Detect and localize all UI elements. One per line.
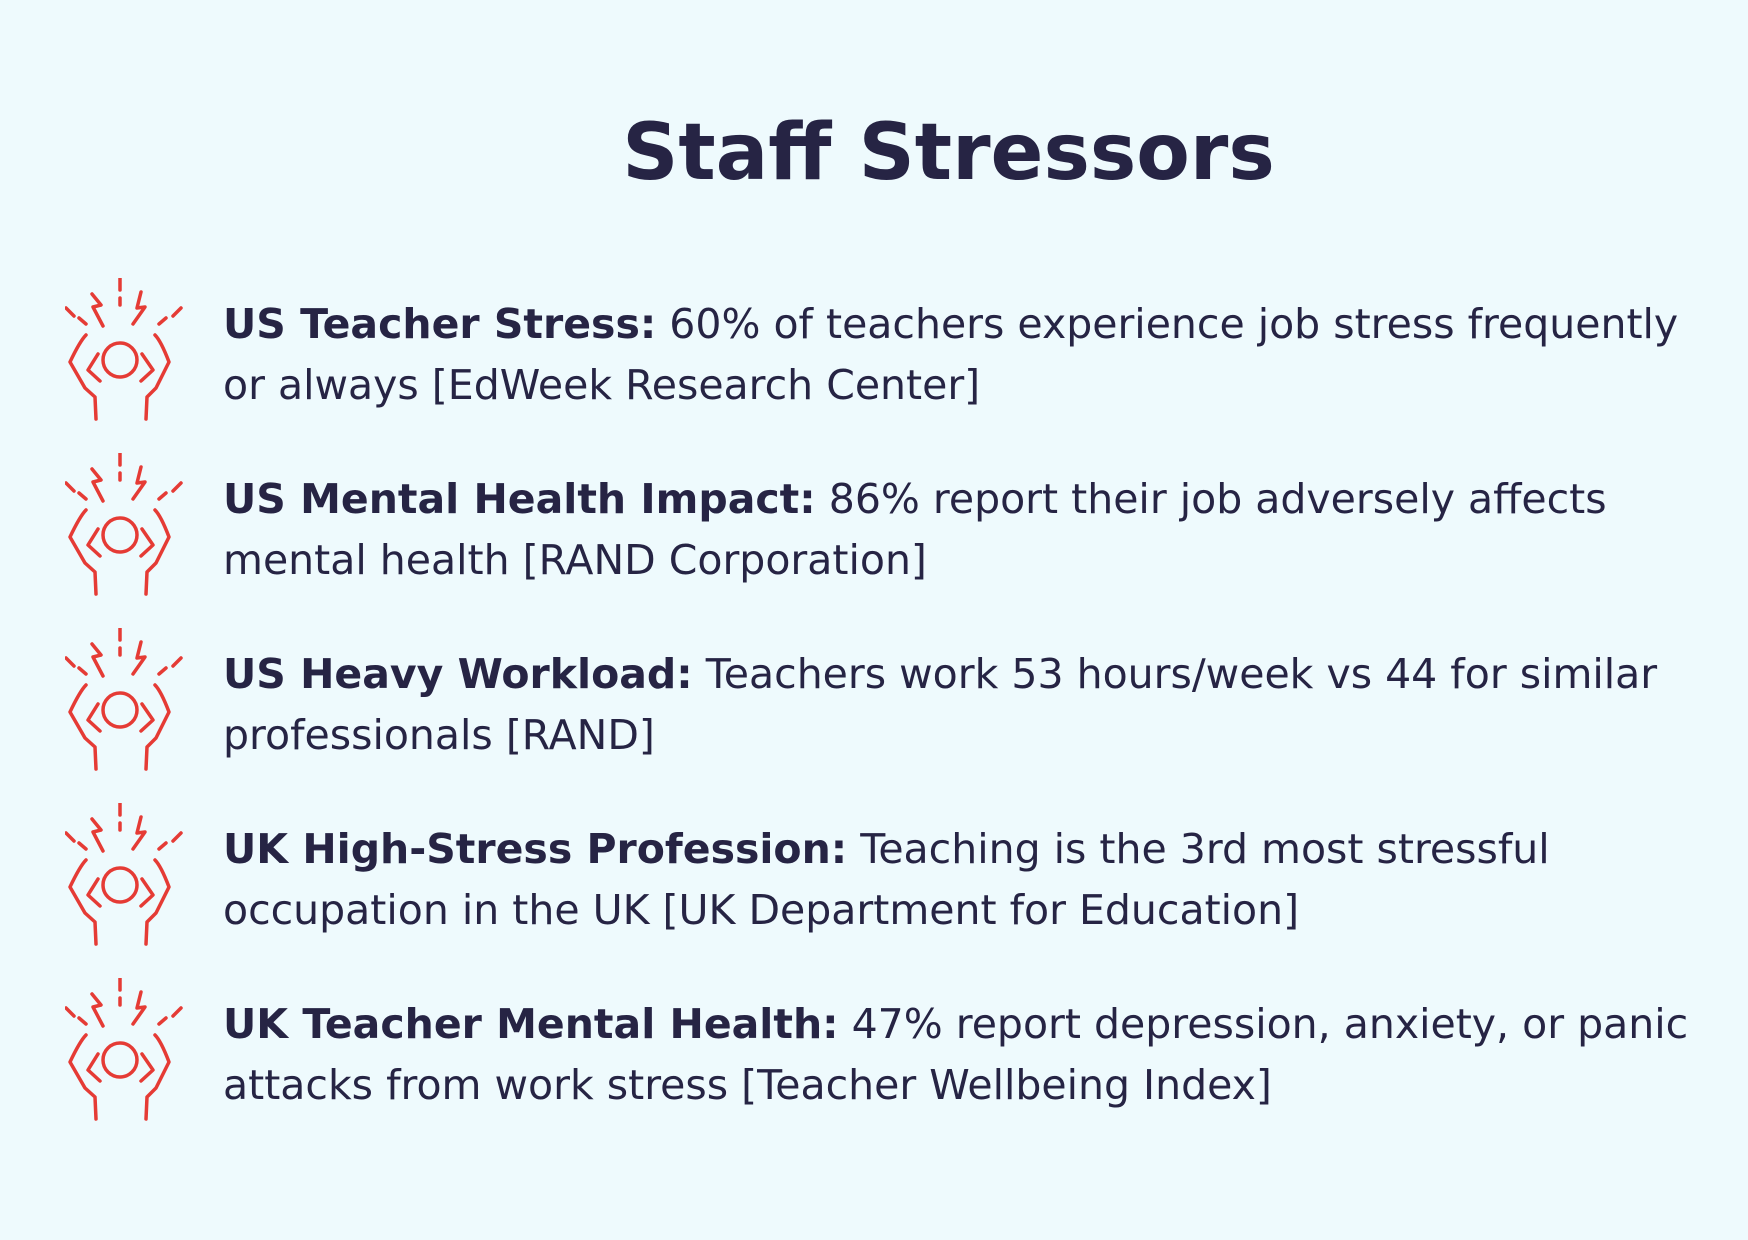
stressed-person-icon [65, 278, 197, 423]
stressor-item-uk-teacher-mental-health [65, 978, 1705, 1153]
stressor-item-us-teacher-stress [65, 278, 1705, 453]
stressor-list [65, 278, 1705, 1153]
stressor-text [223, 819, 1713, 941]
stressor-label: UK Teacher Mental Health: [223, 1000, 839, 1048]
page-title: Staff Stressors [622, 108, 1275, 198]
stressor-label: US Mental Health Impact: [223, 475, 816, 523]
stressor-item-us-mental-health-impact [65, 453, 1705, 628]
stressor-description: 47% report depression, anxiety, or panic attacks from work stress [Teacher Wellbeing Index] [223, 1000, 1689, 1109]
stressor-text [223, 294, 1713, 416]
stressor-label: UK High-Stress Profession: [223, 825, 848, 873]
stressor-text [223, 644, 1713, 766]
stressor-text [223, 994, 1713, 1116]
stressed-person-icon [65, 978, 197, 1123]
stressor-description: Teachers work 53 hours/week vs 44 for similar professionals [RAND] [223, 650, 1658, 759]
stressed-person-icon [65, 453, 197, 598]
stressor-description: 86% report their job adversely affects mental health [RAND Corporation] [223, 475, 1607, 584]
stressor-item-us-heavy-workload [65, 628, 1705, 803]
stressor-description: Teaching is the 3rd most stressful occupation in the UK [UK Department for Education] [223, 825, 1550, 934]
stressor-item-uk-high-stress-profession [65, 803, 1705, 978]
stressed-person-icon [65, 803, 197, 948]
stressed-person-icon [65, 628, 197, 773]
stressor-label: US Heavy Workload: [223, 650, 693, 698]
stressor-label: US Teacher Stress: [223, 300, 657, 348]
stressor-text [223, 469, 1713, 591]
stressor-description: 60% of teachers experience job stress frequently or always [EdWeek Research Center] [223, 300, 1679, 409]
